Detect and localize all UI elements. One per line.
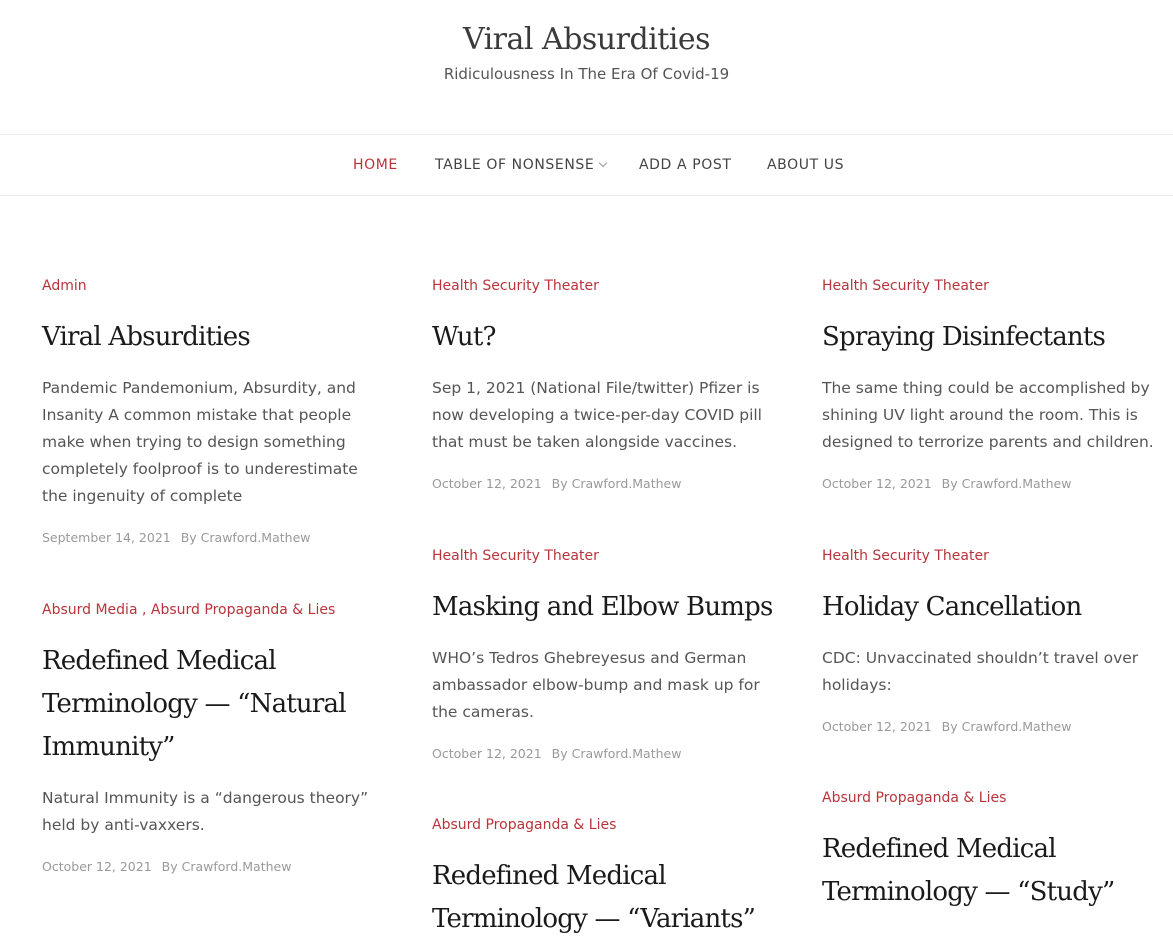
post-meta <box>432 746 777 761</box>
nav-item-home[interactable]: HOME <box>353 157 398 173</box>
post-title[interactable]: Holiday Cancellation <box>822 592 1082 622</box>
post-date[interactable]: October 12, 2021 <box>42 859 152 874</box>
post-categories <box>822 548 1167 570</box>
category-link[interactable]: Health Security Theater <box>432 278 599 294</box>
post-card <box>432 817 777 941</box>
post-author[interactable]: By Crawford.Mathew <box>180 530 311 545</box>
category-separator: , <box>137 602 151 618</box>
post-title[interactable]: Redefined Medical Terminology — “Natural Immunity” <box>42 646 346 762</box>
post-card <box>822 790 1167 914</box>
post-title[interactable]: Wut? <box>432 322 496 352</box>
site-tagline: Ridiculousness In The Era Of Covid-19 <box>443 65 730 83</box>
site-title[interactable]: Viral Absurdities <box>462 22 711 57</box>
post-meta <box>432 476 777 491</box>
post-date[interactable]: September 14, 2021 <box>42 530 171 545</box>
post-categories <box>432 278 777 300</box>
post-excerpt: Sep 1, 2021 (National File/twitter) Pfizer is now developing a twice-per-day COVID pill that must be taken alongside vaccines. <box>432 379 762 451</box>
main-nav <box>0 134 1173 196</box>
nav-item-about-us[interactable]: ABOUT US <box>767 157 845 173</box>
post-date[interactable]: October 12, 2021 <box>432 476 542 491</box>
post-date[interactable]: October 12, 2021 <box>432 746 542 761</box>
nav-item-add-a-post[interactable]: ADD A POST <box>639 157 732 173</box>
post-author[interactable]: By Crawford.Mathew <box>941 719 1072 734</box>
category-link[interactable]: Absurd Media <box>42 602 138 618</box>
category-link[interactable]: Absurd Propaganda & Lies <box>432 817 617 833</box>
post-author[interactable]: By Crawford.Mathew <box>551 746 682 761</box>
post-categories <box>822 278 1167 300</box>
post-meta <box>42 530 387 545</box>
post-title[interactable]: Redefined Medical Terminology — “Study” <box>822 834 1115 907</box>
post-meta <box>822 476 1167 491</box>
post-categories <box>432 548 777 570</box>
post-author[interactable]: By Crawford.Mathew <box>161 859 292 874</box>
post-excerpt: CDC: Unvaccinated shouldn’t travel over holidays: <box>822 649 1139 694</box>
category-link[interactable]: Admin <box>42 278 87 294</box>
post-categories <box>42 278 387 300</box>
post-excerpt: Natural Immunity is a “dangerous theory” held by anti-vaxxers. <box>42 789 369 834</box>
nav-item-label: TABLE OF NONSENSE <box>435 157 595 173</box>
post-date[interactable]: October 12, 2021 <box>822 476 932 491</box>
site-header <box>0 0 1173 134</box>
category-link[interactable]: Health Security Theater <box>822 278 989 294</box>
post-card <box>822 278 1167 491</box>
post-categories <box>432 817 777 839</box>
category-link[interactable]: Absurd Propaganda & Lies <box>822 790 1007 806</box>
post-categories <box>822 790 1167 812</box>
post-excerpt: WHO’s Tedros Ghebreyesus and German ambassador elbow-bump and mask up for the cameras. <box>432 649 760 721</box>
post-meta <box>822 719 1167 734</box>
post-categories <box>42 602 387 624</box>
post-author[interactable]: By Crawford.Mathew <box>551 476 682 491</box>
post-meta <box>42 859 387 874</box>
post-title[interactable]: Redefined Medical Terminology — “Variants” <box>432 861 756 934</box>
post-card <box>822 548 1167 734</box>
post-title[interactable]: Viral Absurdities <box>42 322 250 352</box>
post-title[interactable]: Masking and Elbow Bumps <box>432 592 773 622</box>
post-excerpt: The same thing could be accomplished by shining UV light around the room. This is designed to terrorize parents and children. <box>822 379 1154 451</box>
post-card <box>42 278 387 545</box>
post-card <box>432 278 777 491</box>
category-link[interactable]: Absurd Propaganda & Lies <box>150 602 336 618</box>
chevron-down-icon <box>599 159 607 167</box>
post-card <box>42 602 387 874</box>
post-date[interactable]: October 12, 2021 <box>822 719 932 734</box>
category-link[interactable]: Health Security Theater <box>432 548 599 564</box>
post-excerpt: Pandemic Pandemonium, Absurdity, and Insanity A common mistake that people make when trying to design something completely foolproof is to underestimate the ingenuity of complete <box>42 379 358 505</box>
post-author[interactable]: By Crawford.Mathew <box>941 476 1072 491</box>
category-link[interactable]: Health Security Theater <box>822 548 989 564</box>
post-title[interactable]: Spraying Disinfectants <box>822 322 1106 352</box>
post-card <box>432 548 777 761</box>
nav-item-table-of-nonsense[interactable] <box>435 157 606 173</box>
